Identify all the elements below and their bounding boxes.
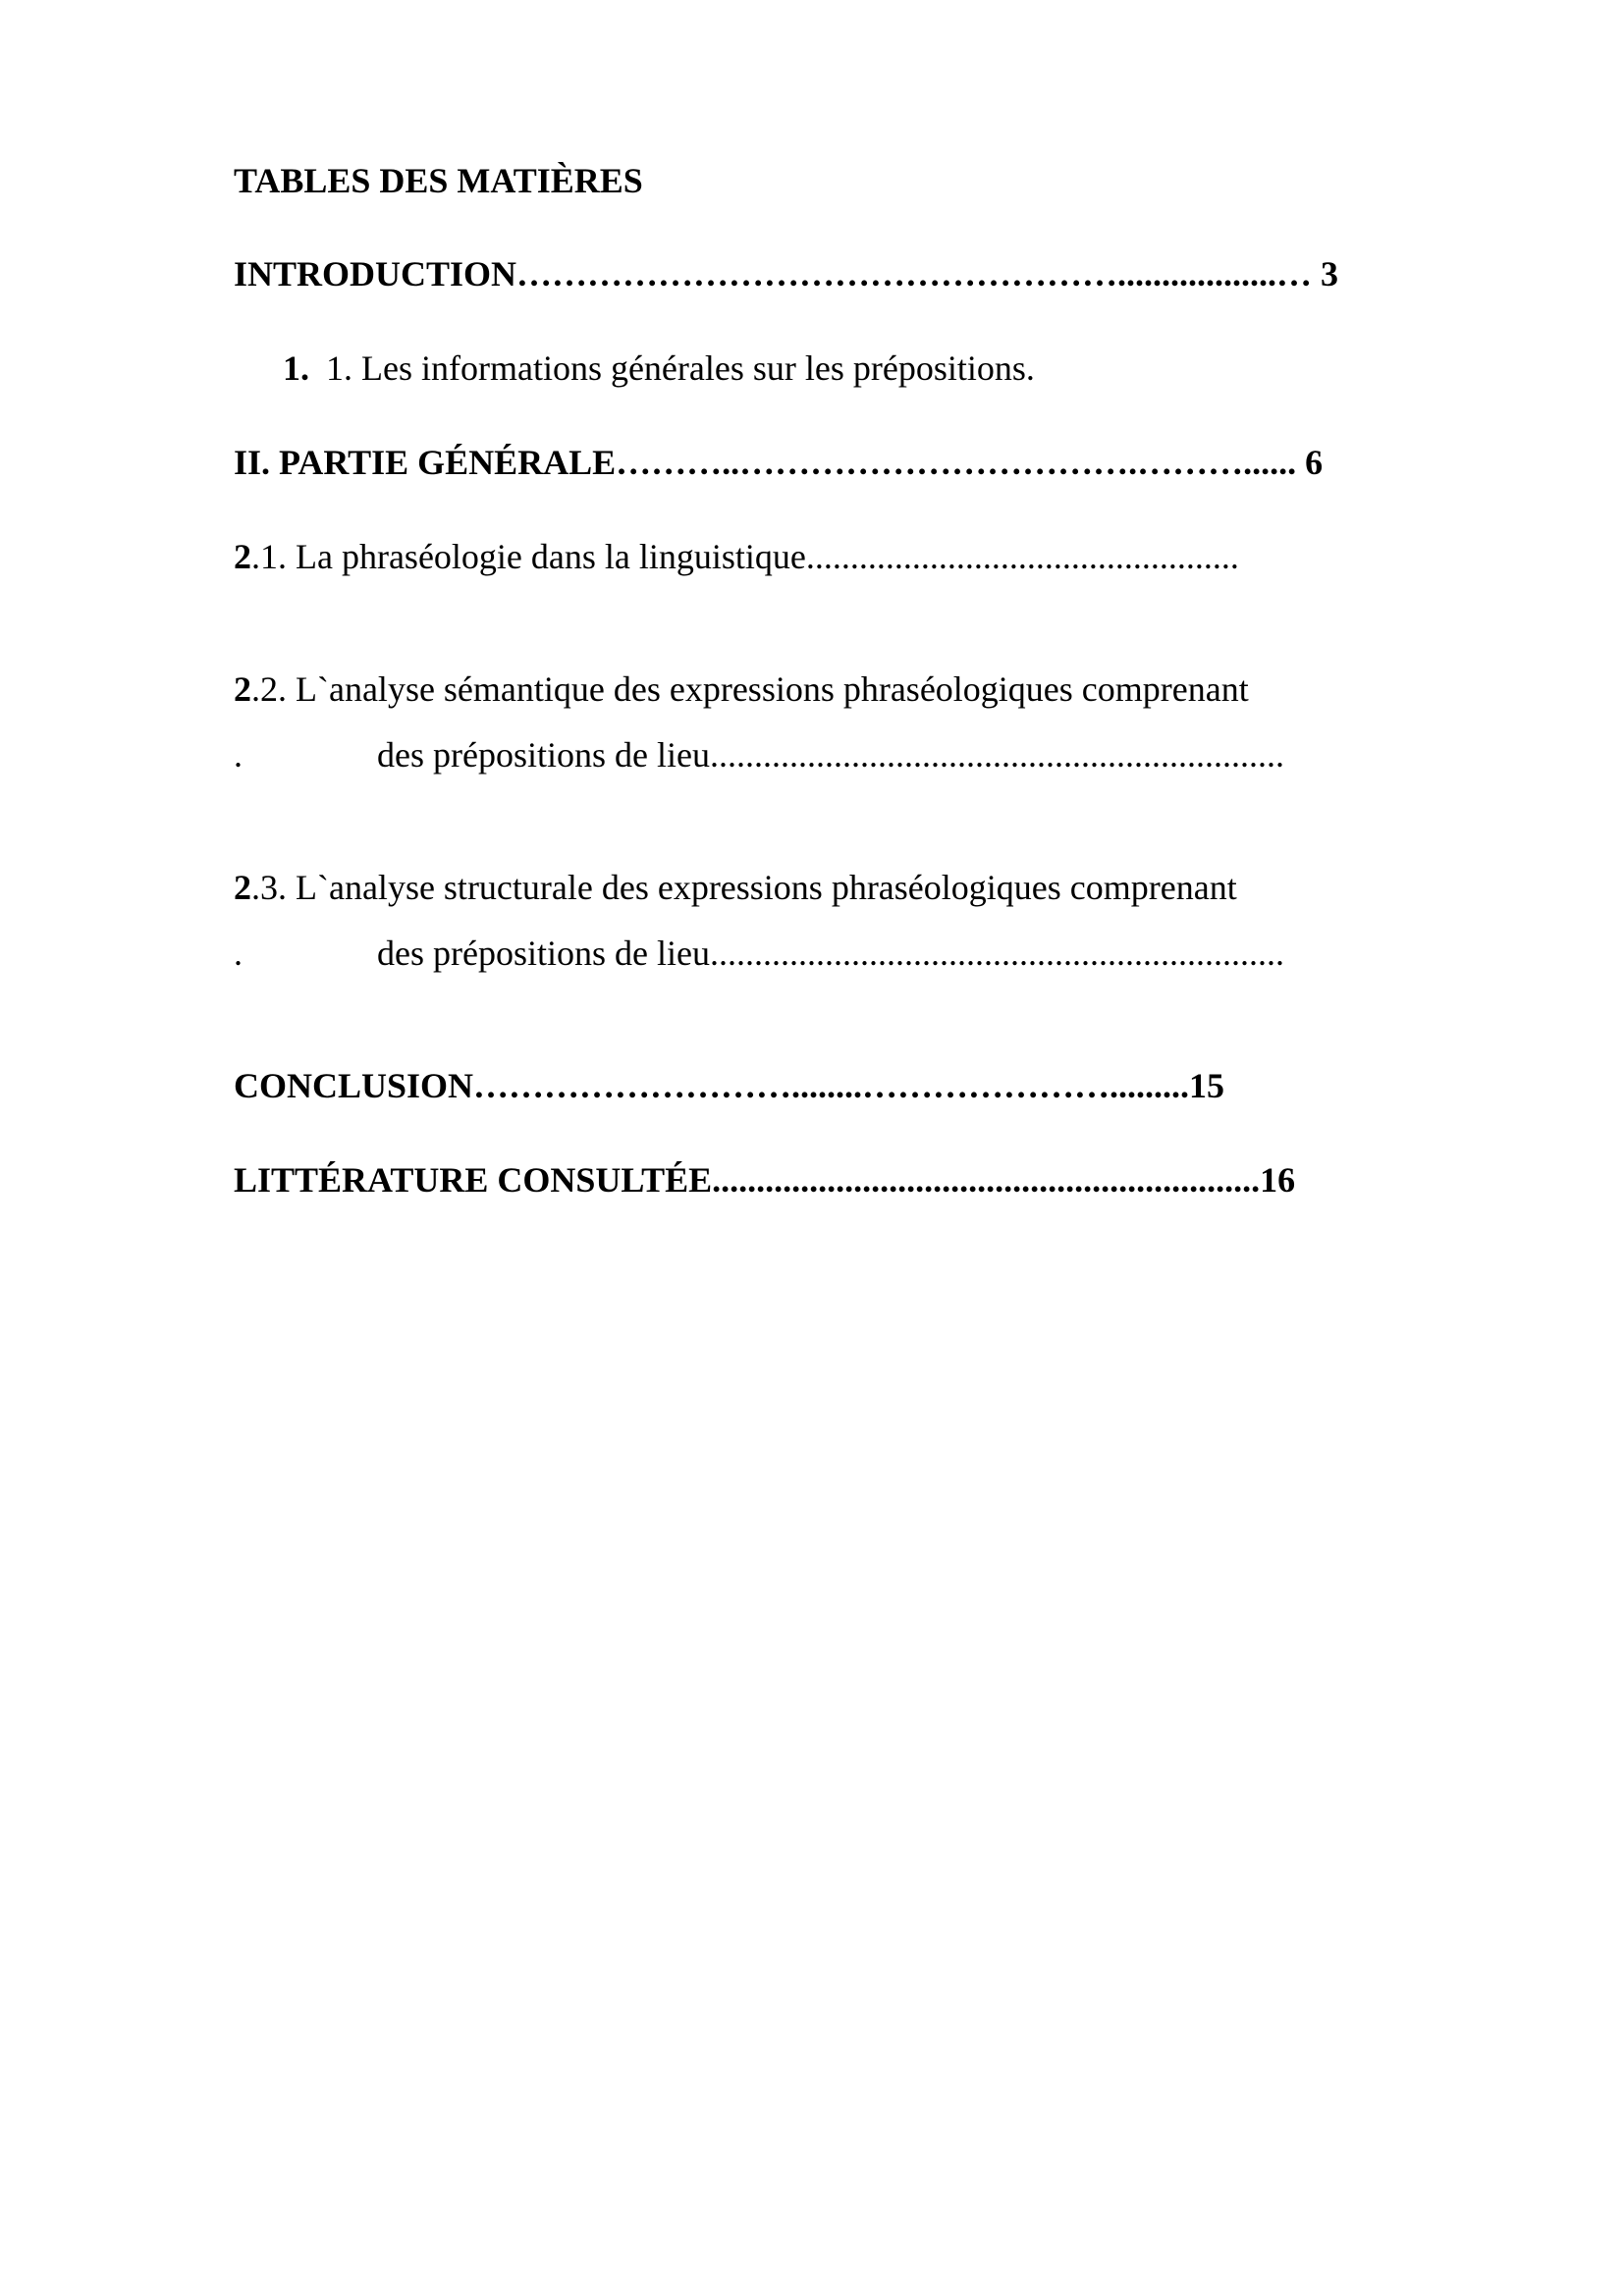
toc-entry-2-1-number: 2: [234, 537, 251, 576]
toc-entry-2-2: [234, 671, 1249, 707]
toc-entry-2-1-text: .1. La phraséologie dans la linguistique.................................................: [251, 537, 1239, 576]
toc-entry-introduction: INTRODUCTION……………………………………………..................… 3: [234, 254, 1339, 294]
toc-entry-1: [283, 350, 1035, 386]
toc-entry-2-2-text: .2. L`analyse sémantique des expressions phraséologiques comprenant: [251, 669, 1249, 709]
toc-entry-1-number: 1.: [283, 348, 309, 388]
toc-entry-2-3-dot: .: [234, 934, 243, 973]
toc-entry-2-2-number: 2: [234, 669, 251, 709]
toc-entry-2-3-number: 2: [234, 868, 251, 907]
toc-entry-2-2-dot: .: [234, 735, 243, 774]
toc-entry-litterature: LITTÉRATURE CONSULTÉE..............................................................16: [234, 1160, 1296, 1200]
toc-entry-2-3-text: .3. L`analyse structurale des expressions phraséologiques comprenant: [251, 868, 1237, 907]
toc-entry-2-3-continuation: des prépositions de lieu.................................................................: [377, 934, 1284, 973]
toc-entry-1-text: 1. Les informations générales sur les prépositions.: [326, 348, 1035, 388]
toc-entry-conclusion: CONCLUSION………………………........………………….........15: [234, 1066, 1225, 1105]
toc-entry-partie-generale: II. PARTIE GÉNÉRALE………..…………………………….………...... 6: [234, 443, 1324, 482]
toc-entry-2-2-continuation: des prépositions de lieu.................................................................: [377, 735, 1284, 774]
toc-title: TABLES DES MATIÈRES: [234, 161, 643, 200]
toc-entry-2-3: [234, 870, 1237, 905]
toc-entry-2-1: [234, 539, 1239, 574]
